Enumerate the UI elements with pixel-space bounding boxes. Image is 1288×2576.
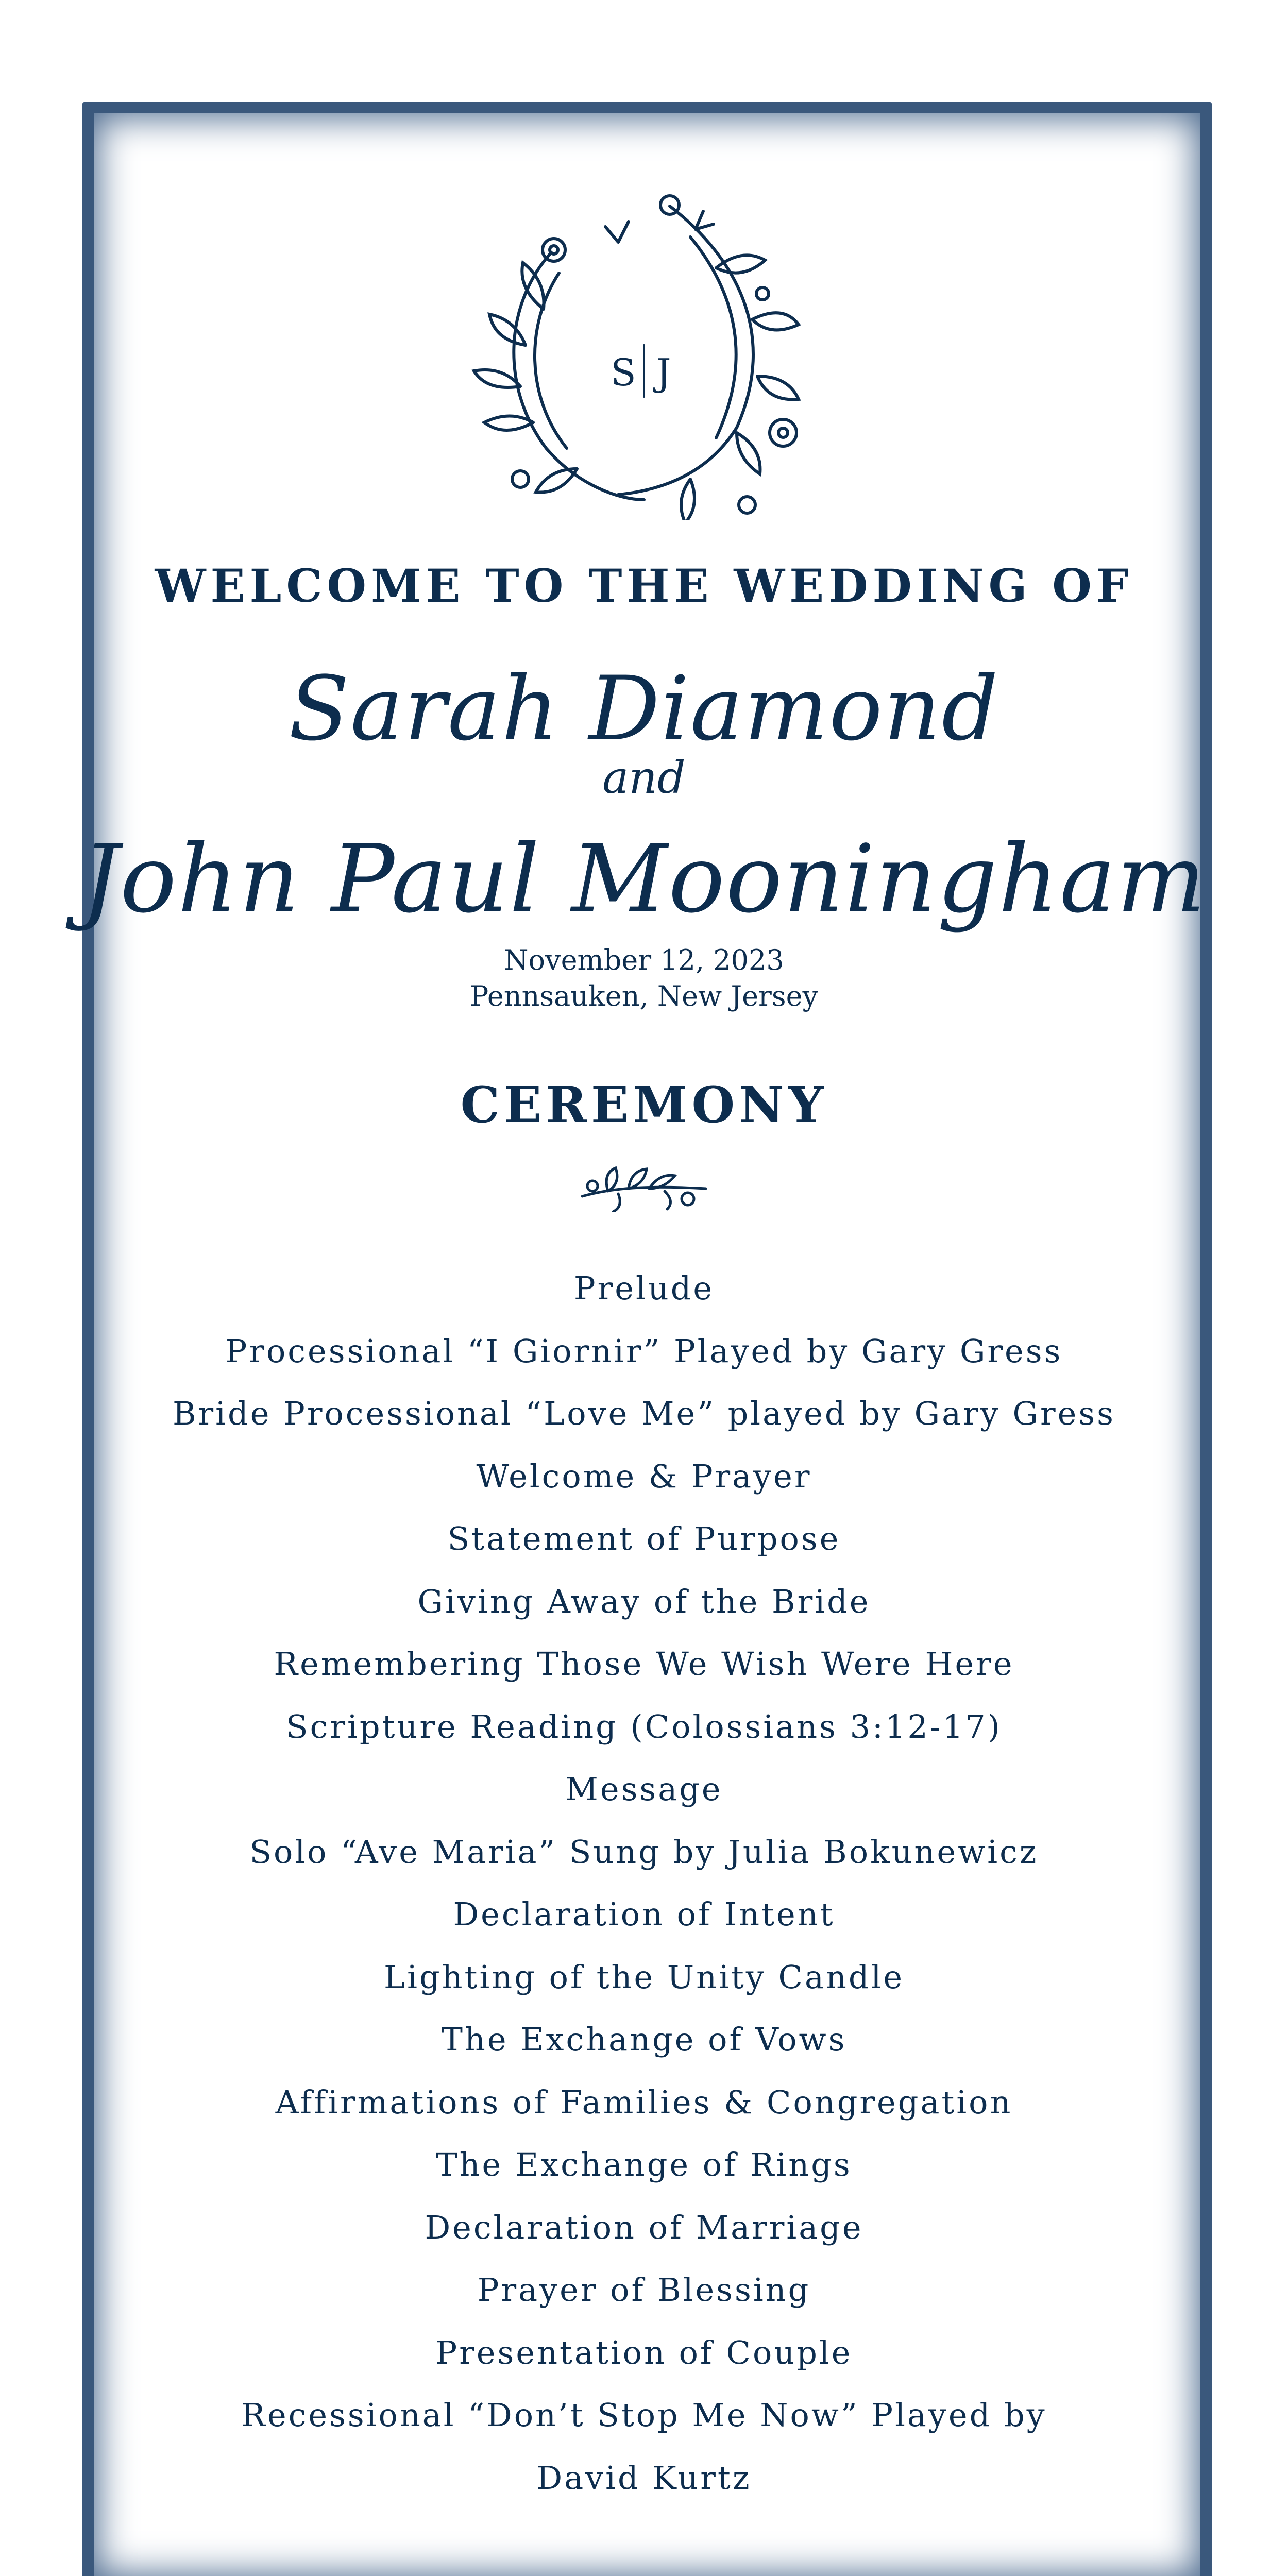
program-item: The Exchange of Rings [436,2146,852,2183]
program-item: The Exchange of Vows [441,2021,847,2058]
program-item: Processional “I Giornir” Played by Gary Gress [225,1332,1063,1370]
program-item: Message [565,1770,723,1808]
program-item: Lighting of the Unity Candle [383,1958,905,1996]
bride-name: Sarah Diamond [289,657,999,760]
program-item: Welcome & Prayer [476,1457,812,1495]
program-item: Solo “Ave Maria” Sung by Julia Bokunewicz [249,1833,1039,1871]
program-item: Prelude [573,1269,715,1307]
name-conjunction: and [602,752,686,804]
program-item: Bride Processional “Love Me” played by Gary Gress [172,1395,1115,1432]
welcome-heading: WELCOME TO THE WEDDING OF [155,559,1133,613]
program-item: David Kurtz [536,2459,752,2497]
program-item: Giving Away of the Bride [417,1582,871,1620]
sprig-icon [577,1165,711,1212]
event-location: Pennsauken, New Jersey [469,980,819,1012]
monogram-right-initial: J [656,351,671,394]
program-item: Affirmations of Families & Congregation [275,2083,1013,2121]
event-date: November 12, 2023 [504,944,784,976]
groom-name: John Paul Mooningham [81,824,1207,934]
program-item: Statement of Purpose [447,1520,841,1557]
program-item: Scripture Reading (Colossians 3:12-17) [286,1707,1002,1745]
monogram-left-initial: S [611,351,636,394]
program-item: Recessional “Don’t Stop Me Now” Played by [241,2396,1047,2434]
ceremony-program-list [0,1257,1288,2509]
program-item: Declaration of Intent [453,1895,835,1933]
program-item: Declaration of Marriage [425,2208,863,2246]
program-item: Prayer of Blessing [477,2271,811,2309]
ceremony-heading: CEREMONY [460,1076,828,1134]
program-item: Remembering Those We Wish Were Here [274,1645,1014,1683]
floral-wreath-icon [448,191,840,520]
program-item: Presentation of Couple [435,2333,853,2371]
